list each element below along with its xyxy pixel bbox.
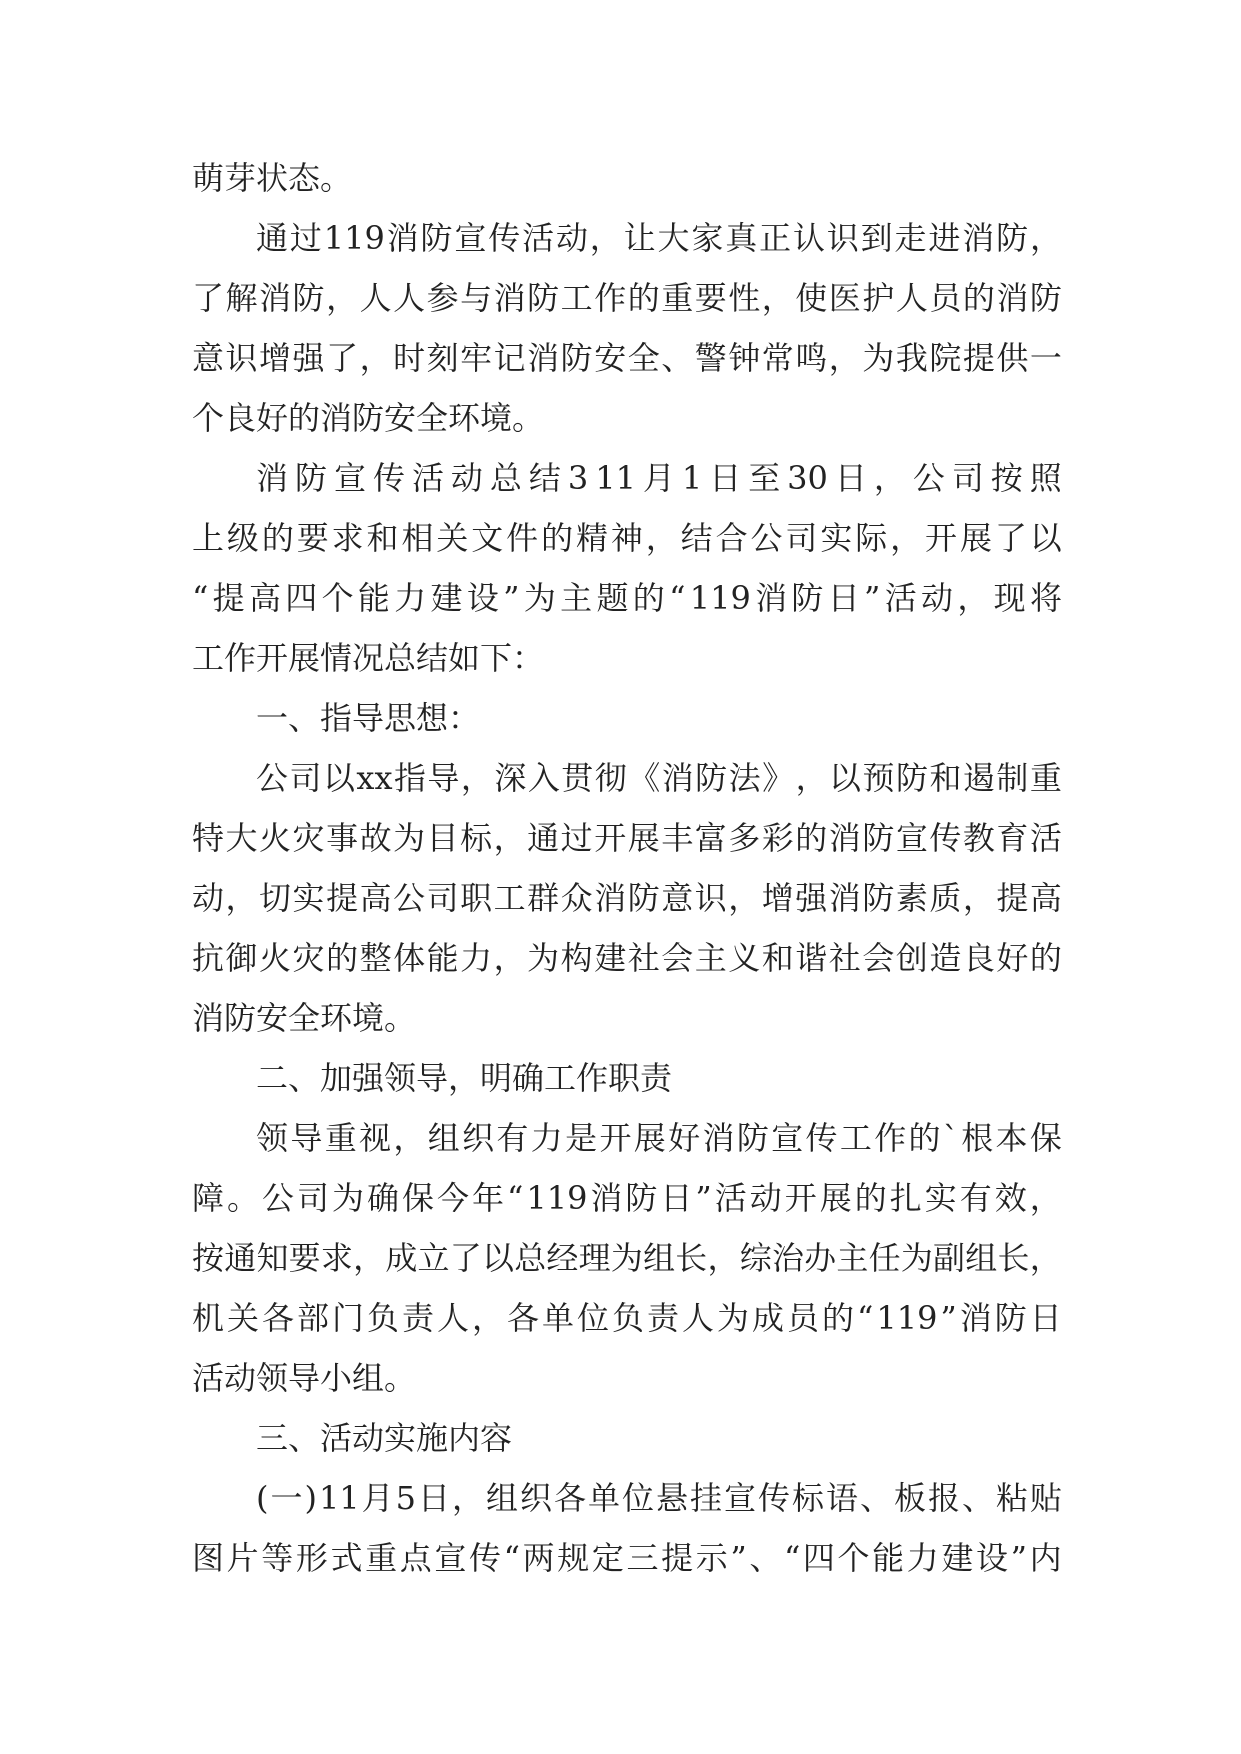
text-line: “ 提 高 四 个 能 力 建 设 ” 为 主 题 的 “ 119 消 防 日 ” 活 动 ， 现 将 (192, 579, 1062, 617)
text-line: 萌芽状态。 (192, 159, 353, 197)
text-line: 三、活动实施内容 (256, 1419, 513, 1457)
text-line: 公 司 以 xx 指 导 ， 深 入 贯 彻 《 消 防 法 》 ， 以 预 防 和 遏 制 重 (256, 759, 1062, 797)
document-body (192, 148, 1062, 1588)
text-line: 活动领导小组。 (192, 1359, 417, 1397)
text-line: 消防安全环境。 (192, 999, 417, 1037)
text-line: 个良好的消防安全环境。 (192, 399, 545, 437)
text-line: 动 ， 切 实 提 高 公 司 职 工 群 众 消 防 意 识 ， 增 强 消 防 素 质 ， 提 高 (192, 879, 1062, 917)
text-line: 意 识 增 强 了 ， 时 刻 牢 记 消 防 安 全 、 警 钟 常 鸣 ， 为 我 院 提 供 一 (192, 339, 1062, 377)
text-line: 消 防 宣 传 活 动 总 结 3 11 月 1 日 至 30 日 ， 公 司 按 照 (256, 459, 1062, 497)
text-line: 按 通 知 要 求 ， 成 立 了 以 总 经 理 为 组 长 ， 综 治 办 主 任 为 副 组 长 ， (192, 1239, 1062, 1277)
text-line: 二、加强领导，明确工作职责 (256, 1059, 673, 1097)
text-line: 特 大 火 灾 事 故 为 目 标 ， 通 过 开 展 丰 富 多 彩 的 消 防 宣 传 教 育 活 (192, 819, 1062, 857)
text-line: 障 。 公 司 为 确 保 今 年 “ 119 消 防 日 ” 活 动 开 展 的 扎 实 有 效 ， (192, 1179, 1062, 1217)
text-line: 通 过 119 消 防 宣 传 活 动 ， 让 大 家 真 正 认 识 到 走 进 消 防 ， (256, 219, 1062, 257)
text-line: 工作开展情况总结如下： (192, 639, 545, 677)
text-line: 一、指导思想： (256, 699, 481, 737)
text-line: 上 级 的 要 求 和 相 关 文 件 的 精 神 ， 结 合 公 司 实 际 ， 开 展 了 以 (192, 519, 1062, 557)
text-line: 图 片 等 形 式 重 点 宣 传 “ 两 规 定 三 提 示 ” 、 “ 四 个 能 力 建 设 ” 内 (192, 1539, 1062, 1577)
text-line: 抗 御 火 灾 的 整 体 能 力 ， 为 构 建 社 会 主 义 和 谐 社 会 创 造 良 好 的 (192, 939, 1062, 977)
text-line: 领 导 重 视 ， 组 织 有 力 是 开 展 好 消 防 宣 传 工 作 的 ` 根 本 保 (256, 1119, 1062, 1157)
text-line: 了 解 消 防 ， 人 人 参 与 消 防 工 作 的 重 要 性 ， 使 医 护 人 员 的 消 防 (192, 279, 1062, 317)
text-line: ( 一 ) 11 月 5 日 ， 组 织 各 单 位 悬 挂 宣 传 标 语 、 板 报 、 粘 贴 (256, 1479, 1062, 1517)
text-line: 机 关 各 部 门 负 责 人 ， 各 单 位 负 责 人 为 成 员 的 “ 119 ” 消 防 日 (192, 1299, 1062, 1337)
